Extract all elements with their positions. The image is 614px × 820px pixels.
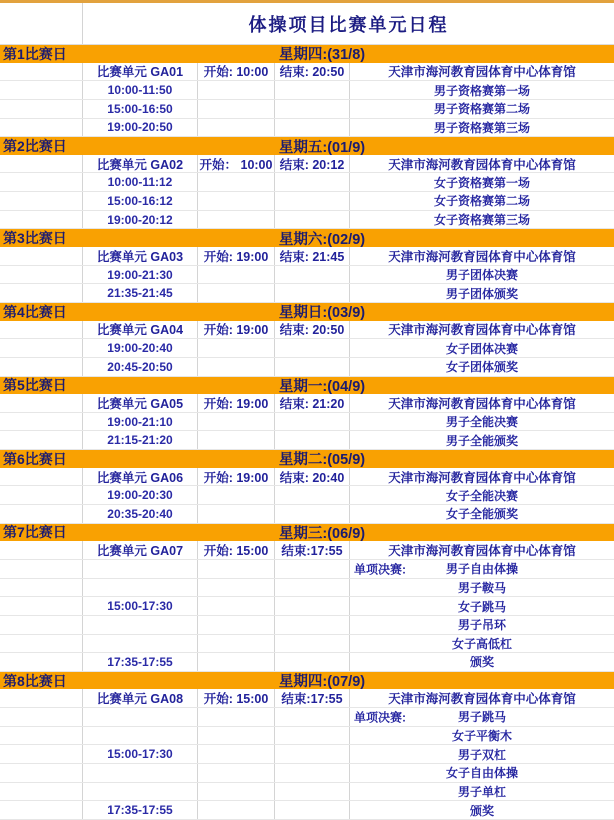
empty-cell <box>275 81 350 99</box>
empty-cell <box>198 783 275 801</box>
unit-header-row <box>0 63 614 82</box>
event-cell <box>350 81 614 99</box>
session-time <box>83 560 198 578</box>
unit-label: 比赛单元 GA06 <box>83 468 198 486</box>
corner-cell <box>0 3 83 44</box>
venue-label: 天津市海河教育园体育中心体育馆 <box>388 323 576 338</box>
session-time: 19:00-20:12 <box>83 211 198 229</box>
empty-cell <box>275 431 350 449</box>
event-cell <box>350 764 614 782</box>
event-label: 男子吊环 <box>457 618 506 633</box>
event-cell <box>350 266 614 284</box>
session-row <box>0 486 614 505</box>
empty-cell <box>198 192 275 210</box>
final-prefix-label: 单项决赛: <box>354 710 406 725</box>
session-row <box>0 708 614 727</box>
start-time-label: 开始: 10:00 <box>198 63 275 81</box>
day-header-row <box>0 303 614 321</box>
event-cell <box>350 339 614 357</box>
event-cell <box>350 211 614 229</box>
empty-cell <box>0 394 83 412</box>
empty-cell <box>0 431 83 449</box>
date-label: 星期五:(01/9) <box>278 139 366 156</box>
start-time-label: 开始: 19:00 <box>198 247 275 265</box>
event-label: 男子资格赛第三场 <box>433 120 530 135</box>
event-label: 颁奖 <box>469 655 494 670</box>
date-label: 星期四:(07/9) <box>278 674 366 691</box>
empty-cell <box>198 653 275 671</box>
session-row <box>0 358 614 377</box>
empty-cell <box>0 321 83 339</box>
empty-cell <box>275 266 350 284</box>
date-label: 星期六:(02/9) <box>278 231 366 248</box>
empty-cell <box>275 100 350 118</box>
empty-cell <box>0 100 83 118</box>
event-label: 女子资格赛第二场 <box>433 194 530 209</box>
unit-label: 比赛单元 GA01 <box>83 63 198 81</box>
event-label: 男子单杠 <box>457 784 506 799</box>
empty-cell <box>275 783 350 801</box>
event-cell <box>350 192 614 210</box>
empty-cell <box>0 247 83 265</box>
session-row <box>0 413 614 432</box>
start-time-label: 开始: 15:00 <box>198 541 275 559</box>
session-row <box>0 635 614 654</box>
empty-cell <box>0 155 83 173</box>
event-label: 女子跳马 <box>457 599 506 614</box>
empty-cell <box>275 616 350 634</box>
event-label: 女子高低杠 <box>451 636 512 651</box>
unit-header-row <box>0 155 614 174</box>
empty-cell <box>0 119 83 137</box>
session-row <box>0 211 614 230</box>
empty-cell <box>0 801 83 819</box>
date-label: 星期日:(03/9) <box>278 305 366 322</box>
end-time-label: 结束:17:55 <box>275 541 350 559</box>
empty-cell <box>198 284 275 302</box>
empty-cell <box>0 192 83 210</box>
empty-cell <box>198 413 275 431</box>
empty-cell <box>198 505 275 523</box>
end-time-label: 结束: 20:40 <box>275 468 350 486</box>
day-header-row <box>0 377 614 395</box>
empty-cell <box>198 486 275 504</box>
event-cell <box>350 745 614 763</box>
end-time-label: 结束: 20:50 <box>275 63 350 81</box>
day-header-row <box>0 672 614 690</box>
session-time: 21:35-21:45 <box>83 284 198 302</box>
session-time <box>83 708 198 726</box>
end-time-label: 结束: 20:50 <box>275 321 350 339</box>
empty-cell <box>275 119 350 137</box>
start-time-label: 开始： 10:00 <box>198 155 275 173</box>
day-label: 第5比赛日 <box>3 377 67 394</box>
event-cell <box>350 783 614 801</box>
empty-cell <box>0 783 83 801</box>
unit-label: 比赛单元 GA04 <box>83 321 198 339</box>
end-time-label: 结束: 21:20 <box>275 394 350 412</box>
empty-cell <box>275 211 350 229</box>
session-time: 15:00-17:30 <box>83 597 198 615</box>
empty-cell <box>275 764 350 782</box>
session-row <box>0 560 614 579</box>
unit-header-row <box>0 541 614 560</box>
event-label: 男子资格赛第一场 <box>433 83 530 98</box>
session-time: 19:00-21:30 <box>83 266 198 284</box>
empty-cell <box>0 284 83 302</box>
end-time-label: 结束: 21:45 <box>275 247 350 265</box>
empty-cell <box>198 339 275 357</box>
event-label: 女子平衡木 <box>451 729 512 744</box>
end-time-label: 结束: 20:12 <box>275 155 350 173</box>
event-cell <box>350 486 614 504</box>
session-row <box>0 783 614 802</box>
event-cell <box>350 616 614 634</box>
empty-cell <box>198 173 275 191</box>
day-label: 第2比赛日 <box>3 138 67 155</box>
empty-cell <box>0 339 83 357</box>
unit-header-row <box>0 321 614 340</box>
empty-cell <box>0 727 83 745</box>
empty-cell <box>275 745 350 763</box>
session-row <box>0 616 614 635</box>
day-header-row <box>0 45 614 63</box>
unit-label: 比赛单元 GA02 <box>83 155 198 173</box>
venue-label: 天津市海河教育园体育中心体育馆 <box>388 249 576 264</box>
empty-cell <box>0 541 83 559</box>
event-label: 男子资格赛第二场 <box>433 102 530 117</box>
empty-cell <box>0 486 83 504</box>
empty-cell <box>198 635 275 653</box>
event-label: 男子双杠 <box>457 747 506 762</box>
date-label: 星期四:(31/8) <box>278 47 366 64</box>
empty-cell <box>275 173 350 191</box>
empty-cell <box>275 708 350 726</box>
event-cell <box>350 431 614 449</box>
session-row <box>0 653 614 672</box>
empty-cell <box>0 579 83 597</box>
empty-cell <box>198 431 275 449</box>
session-time <box>83 635 198 653</box>
event-label: 男子鞍马 <box>457 580 506 595</box>
event-cell <box>350 635 614 653</box>
empty-cell <box>0 764 83 782</box>
date-label: 星期一:(04/9) <box>278 378 366 395</box>
session-row <box>0 579 614 598</box>
session-row <box>0 192 614 211</box>
session-row <box>0 505 614 524</box>
empty-cell <box>198 579 275 597</box>
venue-label: 天津市海河教育园体育中心体育馆 <box>388 397 576 411</box>
title-row <box>0 3 614 45</box>
empty-cell <box>275 801 350 819</box>
empty-cell <box>275 579 350 597</box>
event-label: 颁奖 <box>469 803 494 818</box>
empty-cell <box>0 413 83 431</box>
unit-header-row <box>0 468 614 487</box>
day-header-row <box>0 524 614 542</box>
session-row <box>0 597 614 616</box>
event-label: 女子资格赛第一场 <box>433 175 530 190</box>
page-title: 体操项目比赛单元日程 <box>248 14 449 35</box>
schedule-body <box>0 45 614 820</box>
unit-label: 比赛单元 GA03 <box>83 247 198 265</box>
venue-label: 天津市海河教育园体育中心体育馆 <box>388 692 576 707</box>
empty-cell <box>0 653 83 671</box>
session-row <box>0 100 614 119</box>
empty-cell <box>198 266 275 284</box>
event-cell <box>350 119 614 137</box>
event-label: 女子团体颁奖 <box>445 360 518 375</box>
empty-cell <box>198 358 275 376</box>
final-prefix-label: 单项决赛: <box>354 562 406 577</box>
session-time: 15:00-16:12 <box>83 192 198 210</box>
empty-cell <box>198 727 275 745</box>
session-row <box>0 431 614 450</box>
session-row <box>0 284 614 303</box>
empty-cell <box>275 597 350 615</box>
session-time <box>83 579 198 597</box>
event-label: 女子团体决赛 <box>445 341 518 356</box>
empty-cell <box>198 764 275 782</box>
session-time: 17:35-17:55 <box>83 801 198 819</box>
event-cell <box>350 100 614 118</box>
empty-cell <box>0 211 83 229</box>
day-label: 第6比赛日 <box>3 450 67 467</box>
event-label: 男子全能决赛 <box>445 415 518 430</box>
empty-cell <box>275 413 350 431</box>
venue-label: 天津市海河教育园体育中心体育馆 <box>388 157 576 172</box>
empty-cell <box>0 358 83 376</box>
empty-cell <box>0 708 83 726</box>
day-header-row <box>0 137 614 155</box>
session-time: 20:35-20:40 <box>83 505 198 523</box>
empty-cell <box>198 801 275 819</box>
event-cell <box>350 653 614 671</box>
day-label: 第8比赛日 <box>3 672 67 689</box>
empty-cell <box>0 63 83 81</box>
empty-cell <box>275 653 350 671</box>
session-row <box>0 339 614 358</box>
event-cell <box>350 358 614 376</box>
unit-label: 比赛单元 GA08 <box>83 689 198 707</box>
empty-cell <box>0 505 83 523</box>
empty-cell <box>0 597 83 615</box>
date-label: 星期二:(05/9) <box>278 452 366 469</box>
empty-cell <box>198 745 275 763</box>
empty-cell <box>275 339 350 357</box>
empty-cell <box>0 468 83 486</box>
event-cell <box>350 727 614 745</box>
empty-cell <box>275 192 350 210</box>
start-time-label: 开始: 15:00 <box>198 689 275 707</box>
session-row <box>0 745 614 764</box>
session-time: 19:00-20:40 <box>83 339 198 357</box>
session-time: 21:15-21:20 <box>83 431 198 449</box>
empty-cell <box>0 266 83 284</box>
event-label: 女子自由体操 <box>445 766 518 781</box>
session-time <box>83 783 198 801</box>
session-time: 19:00-20:50 <box>83 119 198 137</box>
session-time: 15:00-16:50 <box>83 100 198 118</box>
unit-header-row <box>0 247 614 266</box>
day-label: 第7比赛日 <box>3 524 67 541</box>
empty-cell <box>198 81 275 99</box>
empty-cell <box>0 81 83 99</box>
day-header-row <box>0 229 614 247</box>
event-label: 女子全能颁奖 <box>445 507 518 522</box>
day-label: 第3比赛日 <box>3 230 67 247</box>
event-label: 男子团体决赛 <box>445 268 518 282</box>
empty-cell <box>275 560 350 578</box>
session-row <box>0 173 614 192</box>
event-cell <box>350 597 614 615</box>
empty-cell <box>198 560 275 578</box>
session-time: 10:00-11:50 <box>83 81 198 99</box>
empty-cell <box>198 119 275 137</box>
event-label: 男子自由体操 <box>445 562 518 577</box>
empty-cell <box>275 284 350 302</box>
empty-cell <box>198 211 275 229</box>
venue-label: 天津市海河教育园体育中心体育馆 <box>388 470 576 485</box>
session-time: 15:00-17:30 <box>83 745 198 763</box>
empty-cell <box>0 560 83 578</box>
event-cell <box>350 284 614 302</box>
empty-cell <box>198 708 275 726</box>
start-time-label: 开始: 19:00 <box>198 394 275 412</box>
empty-cell <box>0 616 83 634</box>
event-cell <box>350 560 614 578</box>
venue-label: 天津市海河教育园体育中心体育馆 <box>388 544 576 559</box>
session-time <box>83 616 198 634</box>
empty-cell <box>0 689 83 707</box>
session-time: 10:00-11:12 <box>83 173 198 191</box>
session-time <box>83 764 198 782</box>
empty-cell <box>198 616 275 634</box>
unit-header-row <box>0 689 614 708</box>
unit-header-row <box>0 394 614 413</box>
day-label: 第4比赛日 <box>3 303 67 320</box>
session-time: 19:00-20:30 <box>83 486 198 504</box>
empty-cell <box>275 486 350 504</box>
empty-cell <box>275 727 350 745</box>
empty-cell <box>0 635 83 653</box>
start-time-label: 开始: 19:00 <box>198 468 275 486</box>
session-row <box>0 81 614 100</box>
session-row <box>0 764 614 783</box>
empty-cell <box>0 745 83 763</box>
event-label: 男子团体颁奖 <box>445 286 518 301</box>
event-cell <box>350 579 614 597</box>
session-row <box>0 727 614 746</box>
session-time: 19:00-21:10 <box>83 413 198 431</box>
event-label: 女子资格赛第三场 <box>433 213 530 228</box>
event-cell <box>350 505 614 523</box>
start-time-label: 开始: 19:00 <box>198 321 275 339</box>
venue-label: 天津市海河教育园体育中心体育馆 <box>388 65 576 80</box>
end-time-label: 结束:17:55 <box>275 689 350 707</box>
event-label: 女子全能决赛 <box>445 488 518 503</box>
date-label: 星期三:(06/9) <box>278 525 366 542</box>
event-cell <box>350 708 614 726</box>
day-label: 第1比赛日 <box>3 45 67 62</box>
session-time: 20:45-20:50 <box>83 358 198 376</box>
session-time: 17:35-17:55 <box>83 653 198 671</box>
day-header-row <box>0 450 614 468</box>
empty-cell <box>198 100 275 118</box>
event-cell <box>350 413 614 431</box>
empty-cell <box>198 597 275 615</box>
unit-label: 比赛单元 GA05 <box>83 394 198 412</box>
unit-label: 比赛单元 GA07 <box>83 541 198 559</box>
session-row <box>0 266 614 285</box>
event-label: 男子跳马 <box>457 710 506 725</box>
event-label: 男子全能颁奖 <box>445 433 518 448</box>
empty-cell <box>275 505 350 523</box>
empty-cell <box>275 635 350 653</box>
event-cell <box>350 801 614 819</box>
session-row <box>0 801 614 820</box>
event-cell <box>350 173 614 191</box>
empty-cell <box>0 173 83 191</box>
session-row <box>0 119 614 138</box>
session-time <box>83 727 198 745</box>
empty-cell <box>275 358 350 376</box>
